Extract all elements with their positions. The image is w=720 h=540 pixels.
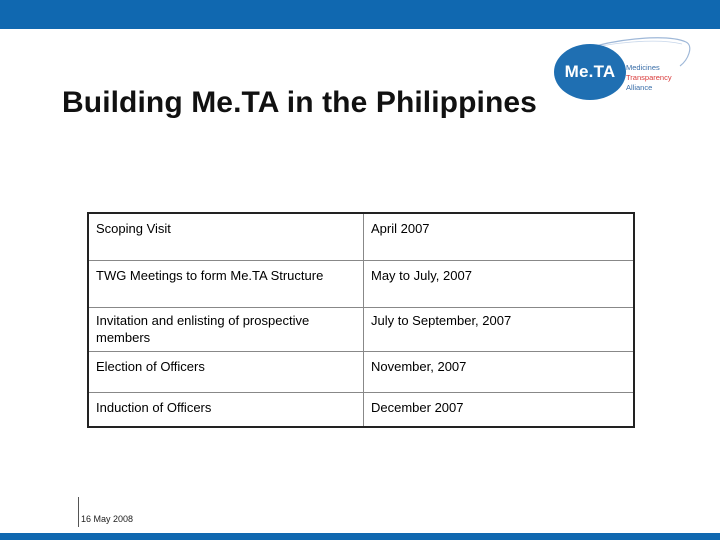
slide-title: Building Me.TA in the Philippines [62, 86, 537, 119]
meta-logo [548, 36, 698, 106]
table-row [88, 261, 634, 308]
activity-cell: Induction of Officers [88, 393, 364, 428]
logo-mark-text: Me.TA [564, 62, 616, 81]
table-row [88, 352, 634, 393]
activity-cell: Scoping Visit [88, 213, 364, 261]
logo-word-alliance: Alliance [626, 83, 653, 92]
date-cell: December 2007 [364, 393, 635, 428]
footer-divider [78, 497, 79, 527]
logo-wordmark [626, 63, 672, 93]
table-row [88, 308, 634, 352]
footer-date: 16 May 2008 [81, 514, 134, 524]
date-cell: May to July, 2007 [364, 261, 635, 308]
date-cell: April 2007 [364, 213, 635, 261]
date-cell: November, 2007 [364, 352, 635, 393]
date-cell: July to September, 2007 [364, 308, 635, 352]
bottom-banner-bar [0, 533, 720, 540]
activity-cell: Invitation and enlisting of prospective members [88, 308, 364, 352]
logo-word-medicines: Medicines [626, 63, 660, 72]
activity-cell: Election of Officers [88, 352, 364, 393]
table-row [88, 393, 634, 428]
top-banner-bar [0, 0, 720, 29]
table-row [88, 213, 634, 261]
activity-cell: TWG Meetings to form Me.TA Structure [88, 261, 364, 308]
timeline-table [87, 212, 635, 428]
logo-word-transparency: Transparency [626, 73, 672, 82]
